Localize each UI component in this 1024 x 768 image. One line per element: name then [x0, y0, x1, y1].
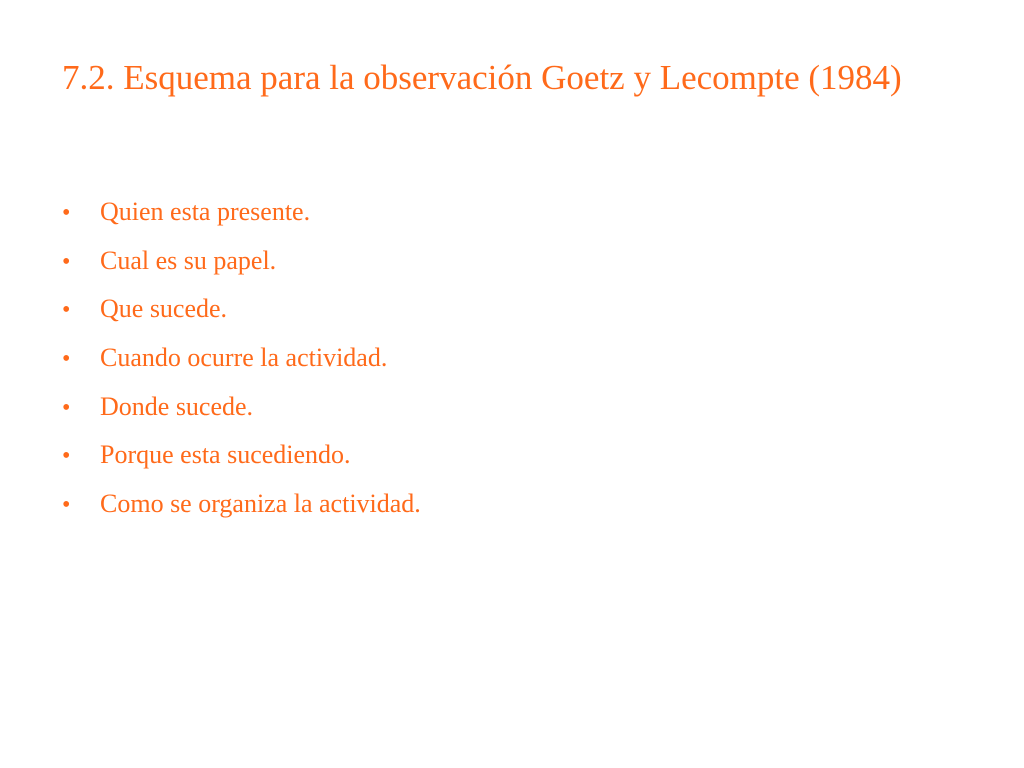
- bullet-text: Donde sucede.: [100, 391, 254, 421]
- bullet-item: [62, 188, 421, 237]
- bullet-item: [62, 334, 421, 383]
- bullet-marker: •: [62, 443, 71, 470]
- bullet-item: [62, 431, 421, 480]
- bullet-marker: •: [62, 346, 71, 373]
- bullet-text: Que sucede.: [100, 294, 228, 324]
- bullet-text: Porque esta sucediendo.: [100, 440, 351, 470]
- bullet-item: [62, 480, 421, 529]
- bullet-item: [62, 383, 421, 432]
- bullet-text: Cual es su papel.: [100, 245, 277, 275]
- bullet-marker: •: [62, 200, 71, 226]
- bullet-text: Cuando ocurre la actividad.: [100, 343, 388, 373]
- bullet-item: [62, 237, 421, 286]
- bullet-text: Como se organiza la actividad.: [100, 489, 421, 519]
- bullet-list: [62, 188, 421, 529]
- bullet-marker: •: [62, 394, 71, 421]
- bullet-marker: •: [62, 297, 71, 324]
- bullet-text: Quien esta presente.: [100, 197, 311, 226]
- bullet-item: [62, 285, 421, 334]
- bullet-marker: •: [62, 492, 71, 519]
- slide-title: 7.2. Esquema para la observación Goetz y Lecompte (1984): [62, 58, 902, 97]
- bullet-marker: •: [62, 248, 71, 275]
